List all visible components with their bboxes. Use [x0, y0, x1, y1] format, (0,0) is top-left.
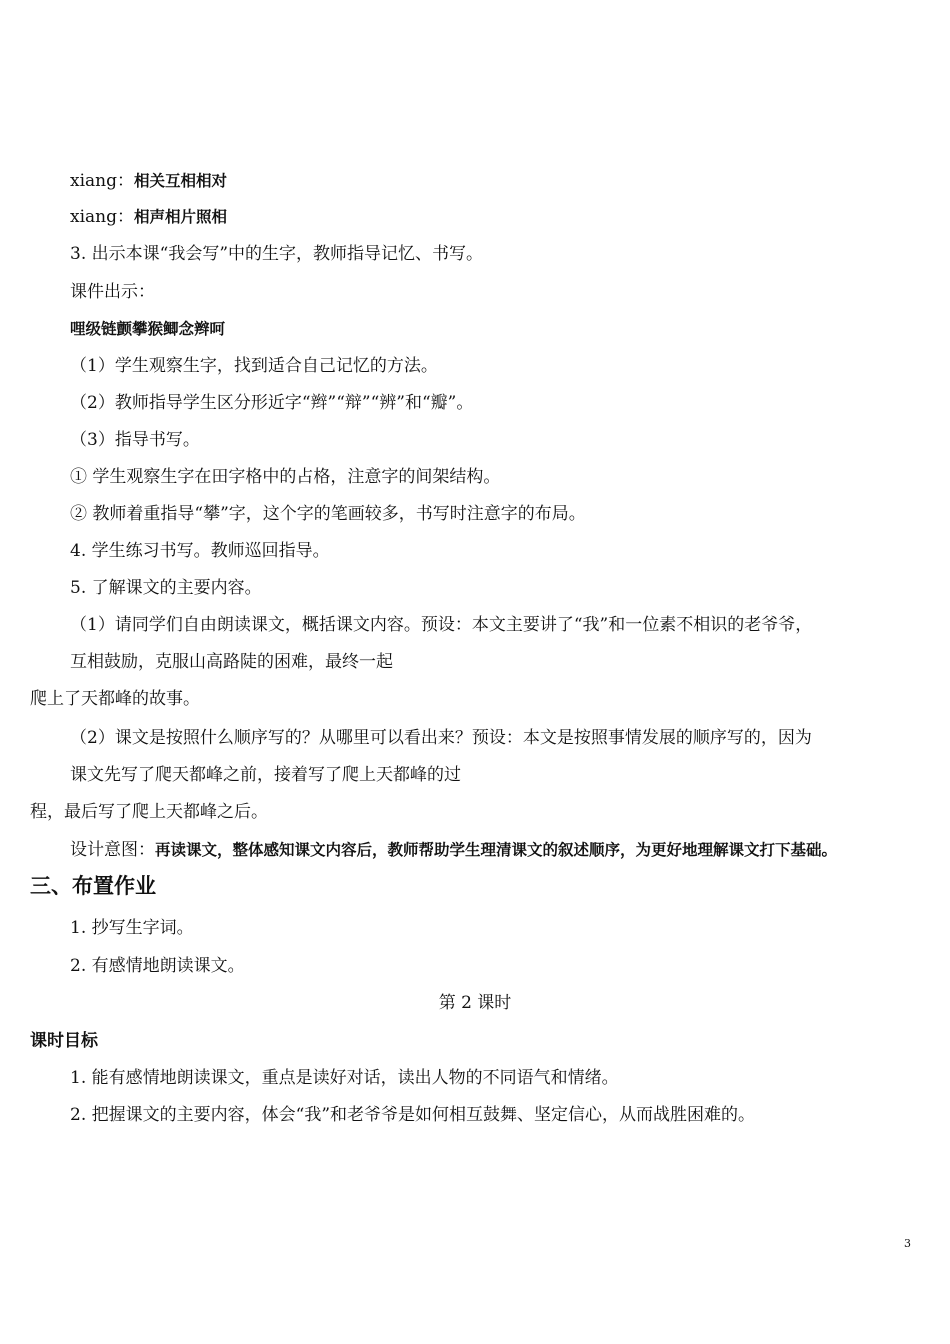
- question-2-line-c: 程，最后写了爬上天都峰之后。: [30, 802, 268, 822]
- goal-2: 2. 把握课文的主要内容，体会“我”和老爷爷是如何相互鼓舞、坚定信心，从而战胜困难的。: [70, 1105, 756, 1125]
- word-group: 相关互相相对: [134, 172, 228, 190]
- question-2-line-a: （2）课文是按照什么顺序写的？从哪里可以看出来？预设：本文是按照事情发展的顺序写的，因为: [70, 728, 812, 748]
- goals-heading: 课时目标: [30, 1031, 98, 1051]
- question-1-line-c: 爬上了天都峰的故事。: [30, 689, 200, 709]
- substep-1: （1）学生观察生字，找到适合自己记忆的方法。: [70, 356, 438, 376]
- substep-2: （2）教师指导学生区分形近字“辫”“辩”“辨”和“瓣”。: [70, 393, 474, 413]
- courseware-label: 课件出示：: [70, 282, 155, 302]
- substep-3: （3）指导书写。: [70, 430, 200, 450]
- step-3: 3. 出示本课“我会写”中的生字，教师指导记忆、书写。: [70, 244, 484, 264]
- pinyin-label: xiang：: [70, 171, 134, 191]
- word-group: 相声相片照相: [134, 208, 228, 226]
- circled-step-1: ① 学生观察生字在田字格中的占格，注意字的间架结构。: [70, 467, 501, 487]
- step-5: 5. 了解课文的主要内容。: [70, 578, 262, 598]
- question-2-line-b: 课文先写了爬天都峰之前，接着写了爬上天都峰的过: [70, 765, 461, 785]
- question-1-line-a: （1）请同学们自由朗读课文，概括课文内容。预设：本文主要讲了“我”和一位素不相识的老爷爷，: [70, 615, 813, 635]
- new-characters: 哩级链颤攀猴鲫念辫呵: [70, 320, 226, 338]
- design-intent-text: 再读课文，整体感知课文内容后，教师帮助学生理清课文的叙述顺序，为更好地理解课文打下基础。: [155, 841, 838, 859]
- pinyin-label: xiang：: [70, 207, 134, 227]
- xiang-line-2: [70, 206, 227, 228]
- homework-2: 2. 有感情地朗读课文。: [70, 956, 245, 976]
- lesson-2-title: 第 2 课时: [438, 993, 512, 1013]
- step-4: 4. 学生练习书写。教师巡回指导。: [70, 541, 330, 561]
- design-intent-label: 设计意图：: [70, 840, 155, 860]
- goal-1: 1. 能有感情地朗读课文，重点是读好对话，读出人物的不同语气和情绪。: [70, 1068, 619, 1088]
- xiang-line-1: [70, 170, 227, 192]
- section-heading-homework: 三、布置作业: [30, 874, 156, 898]
- page-number: 3: [904, 1237, 911, 1250]
- homework-1: 1. 抄写生字词。: [70, 918, 194, 938]
- design-intent: [70, 839, 837, 861]
- circled-step-2: ② 教师着重指导“攀”字，这个字的笔画较多，书写时注意字的布局。: [70, 504, 586, 524]
- question-1-line-b: 互相鼓励，克服山高路陡的困难，最终一起: [70, 652, 393, 672]
